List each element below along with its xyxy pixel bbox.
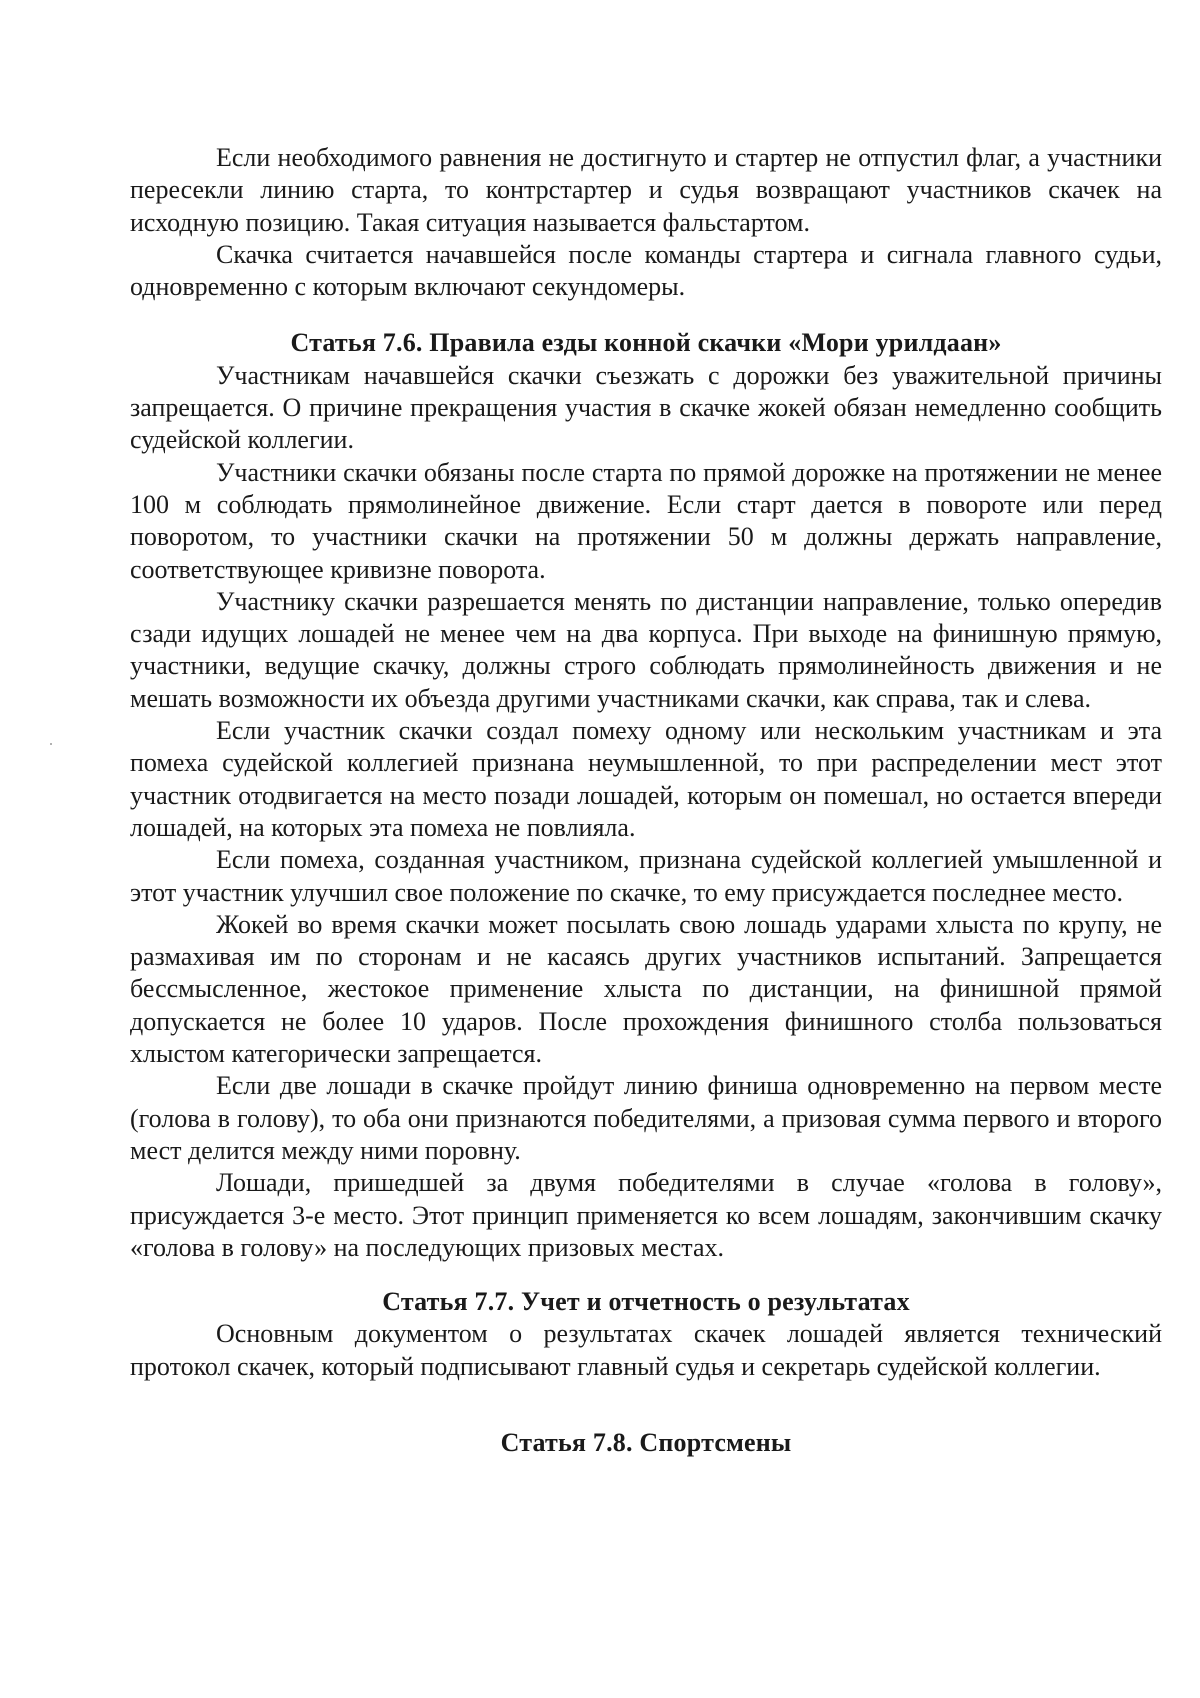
scan-speck: [50, 743, 52, 745]
paragraph-7-6-5: Если помеха, созданная участником, признана судейской коллегией умышленной и этот участник улучшил свое положение по скачке, то ему присуждается последнее место.: [130, 845, 1162, 907]
paragraph-7-6-4: Если участник скачки создал помеху одному или нескольким участникам и эта помеха судейской коллегией признана неумышленной, то при распределении мест этот участник отодвигается на место позади лошадей, которым он помешал, но остается впереди лошадей, на которых эта помеха не повлияла.: [130, 716, 1162, 842]
paragraph-7-6-7: Если две лошади в скачке пройдут линию финиша одновременно на первом месте (голова в голову), то оба они признаются победителями, а призовая сумма первого и второго мест делится между ними поровну.: [130, 1071, 1162, 1165]
paragraph-false-start: Если необходимого равнения не достигнуто и стартер не отпустил флаг, а участники пересекли линию старта, то контрстартер и судья возвращают участников скачек на исходную позицию. Такая ситуация называется фальстартом.: [130, 143, 1162, 237]
section-heading-7-8: Статья 7.8. Спортсмены: [500, 1427, 792, 1457]
paragraph-7-6-3: Участнику скачки разрешается менять по дистанции направление, только опередив сзади идущих лошадей не менее чем на два корпуса. При выходе на финишную прямую, участники, ведущие скачку, должны строго соблюдать прямолинейность движения и не мешать возможности их объезда другими участниками скачки, как справа, так и слева.: [130, 586, 1162, 713]
paragraph-7-6-2: Участники скачки обязаны после старта по прямой дорожке на протяжении не менее 100 м соблюдать прямолинейное движение. Если старт дается в повороте или перед поворотом, то участники скачки на протяжении 50 м должны держать направление, соответствующее кривизне поворота.: [130, 457, 1162, 584]
paragraph-7-7-1: Основным документом о результатах скачек лошадей является технический протокол скачек, который подписывают главный судья и секретарь судейской коллегии.: [130, 1319, 1162, 1381]
paragraph-7-6-8: Лошади, пришедшей за двумя победителями в случае «голова в голову», присуждается 3-е место. Этот принцип применяется ко всем лошадям, закончившим скачку «голова в голову» на последующих призовых местах.: [130, 1168, 1162, 1262]
section-heading-7-7: Статья 7.7. Учет и отчетность о результатах: [382, 1287, 910, 1317]
paragraph-7-6-6: Жокей во время скачки может посылать свою лошадь ударами хлыста по крупу, не размахивая им по сторонам и не касаясь других участников испытаний. Запрещается бессмысленное, жестокое применение хлыста по дистанции, на финишной прямой допускается не более 10 ударов. После прохождения финишного столба пользоваться хлыстом категорически запрещается.: [130, 909, 1162, 1069]
paragraph-7-6-1: Участникам начавшейся скачки съезжать с дорожки без уважительной причины запрещается. О причине прекращения участия в скачке жокей обязан немедленно сообщить судейской коллегии.: [130, 360, 1162, 455]
section-heading-7-6: Статья 7.6. Правила езды конной скачки «Мори урилдаан»: [290, 328, 1002, 358]
document-body: [130, 142, 1162, 1459]
paragraph-race-start: Скачка считается начавшейся после команды стартера и сигнала главного судьи, одновременно с которым включают секундомеры.: [130, 239, 1162, 302]
